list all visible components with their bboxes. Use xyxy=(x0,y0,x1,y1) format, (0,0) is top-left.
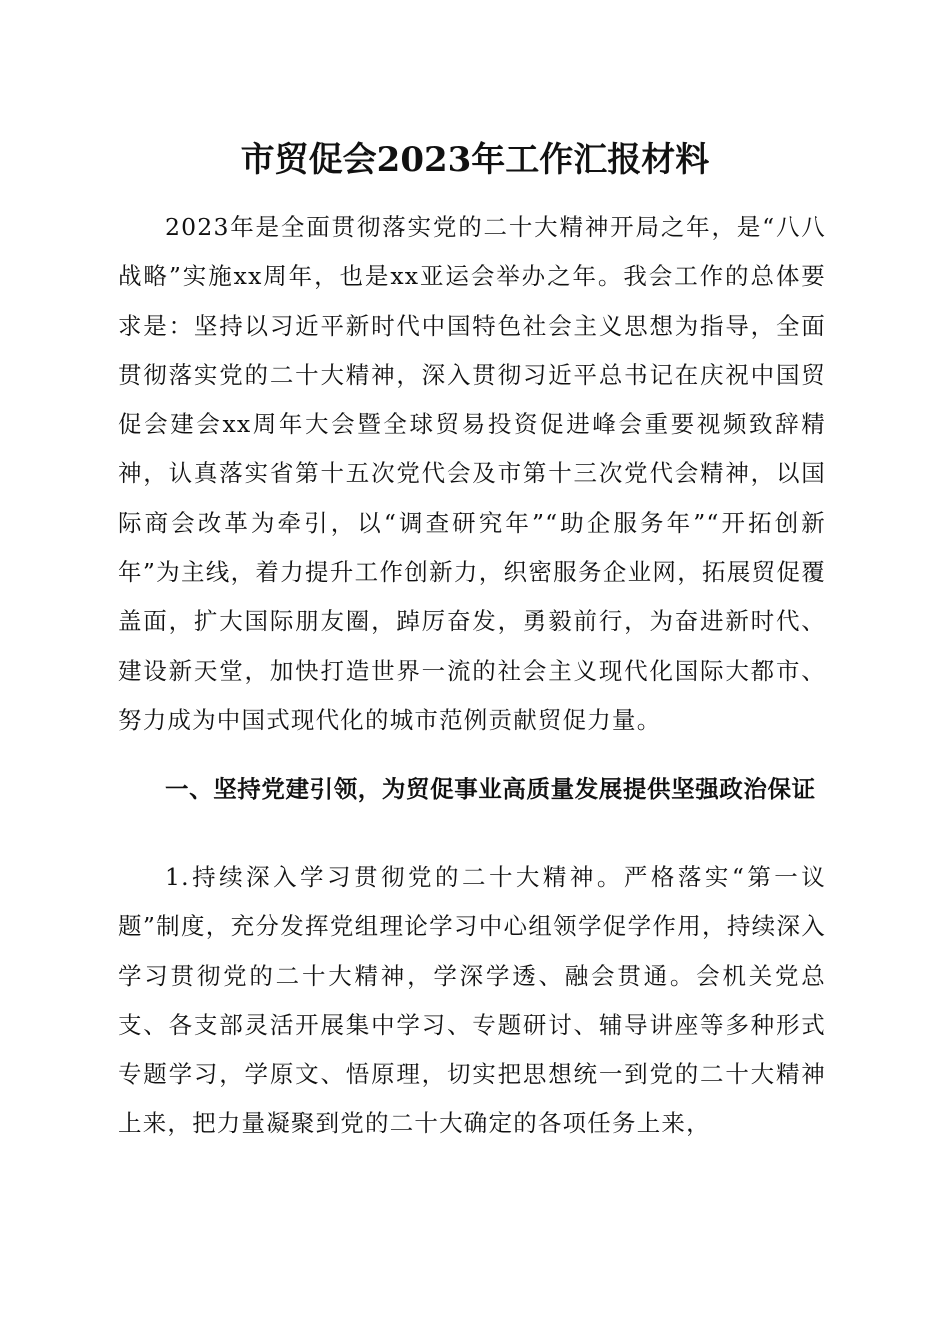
section-paragraph xyxy=(118,853,826,1149)
section-heading-text: 一、坚持党建引领，为贸促事业高质量发展提供坚强政治保证 xyxy=(165,775,816,803)
document-title: 市贸促会2023年工作汇报材料 xyxy=(240,140,710,180)
section-heading xyxy=(118,765,826,814)
section-paragraph-text: 1.持续深入学习贯彻党的二十大精神。严格落实“第一议题”制度，充分发挥党组理论学习中心组领学促学作用，持续深入学习贯彻党的二十大精神，学深学透、融会贯通。会机关党总支、各支部灵活开展集中学习、专题研讨、辅导讲座等多种形式专题学习，学原文、悟原理，切实把思想统一到党的二十大精神上来，把力量凝聚到党的二十大确定的各项任务上来， xyxy=(118,863,826,1138)
intro-paragraph-text: 2023年是全面贯彻落实党的二十大精神开局之年，是“八八战略”实施xx周年，也是xx亚运会举办之年。我会工作的总体要求是：坚持以习近平新时代中国特色社会主义思想为指导，全面贯彻落实党的二十大精神，深入贯彻习近平总书记在庆祝中国贸促会建会xx周年大会暨全球贸易投资促进峰会重要视频致辞精神，认真落实省第十五次党代会及市第十三次党代会精神，以国际商会改革为牵引，以“调查研究年”“助企服务年”“开拓创新年”为主线，着力提升工作创新力，织密服务企业网，拓展贸促覆盖面，扩大国际朋友圈，踔厉奋发，勇毅前行，为奋进新时代、建设新天堂，加快打造世界一流的社会主义现代化国际大都市、努力成为中国式现代化的城市范例贡献贸促力量。 xyxy=(118,213,826,734)
intro-paragraph xyxy=(118,203,826,745)
